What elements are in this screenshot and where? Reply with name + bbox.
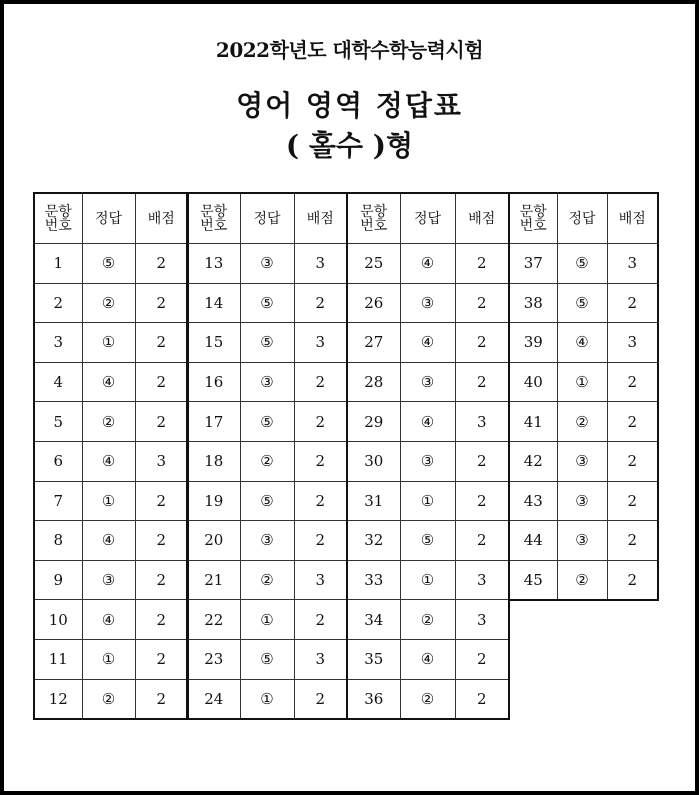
table-row bbox=[187, 362, 347, 402]
score: 3 bbox=[135, 441, 188, 481]
table-row bbox=[187, 560, 347, 600]
score: 2 bbox=[455, 244, 509, 284]
table-row bbox=[187, 441, 347, 481]
question-number: 36 bbox=[347, 679, 400, 719]
table-row bbox=[347, 481, 509, 521]
table-row bbox=[509, 521, 658, 561]
score: 2 bbox=[455, 362, 509, 402]
question-number: 9 bbox=[34, 560, 82, 600]
table-row bbox=[34, 244, 188, 284]
correct-answer: ⑤ bbox=[240, 402, 294, 442]
question-number: 16 bbox=[187, 362, 240, 402]
question-number: 20 bbox=[187, 521, 240, 561]
answer-group-2 bbox=[186, 192, 348, 720]
correct-answer: ② bbox=[557, 560, 607, 600]
correct-answer: ⑤ bbox=[557, 244, 607, 284]
table-row bbox=[347, 283, 509, 323]
correct-answer: ③ bbox=[557, 481, 607, 521]
table-row bbox=[347, 323, 509, 363]
question-number: 3 bbox=[34, 323, 82, 363]
correct-answer: ③ bbox=[240, 244, 294, 284]
question-number: 32 bbox=[347, 521, 400, 561]
score: 2 bbox=[455, 639, 509, 679]
correct-answer: ① bbox=[557, 362, 607, 402]
correct-answer: ④ bbox=[400, 244, 455, 284]
correct-answer: ② bbox=[240, 560, 294, 600]
question-number: 42 bbox=[509, 441, 557, 481]
question-number: 11 bbox=[34, 639, 82, 679]
correct-answer: ② bbox=[240, 441, 294, 481]
score: 3 bbox=[455, 402, 509, 442]
table-row bbox=[509, 362, 658, 402]
answer-group-1 bbox=[33, 192, 189, 720]
table-row bbox=[34, 639, 188, 679]
table-row bbox=[347, 679, 509, 719]
score: 2 bbox=[135, 521, 188, 561]
correct-answer: ③ bbox=[400, 283, 455, 323]
correct-answer: ② bbox=[82, 283, 135, 323]
correct-answer: ④ bbox=[82, 441, 135, 481]
score: 2 bbox=[455, 521, 509, 561]
question-number: 37 bbox=[509, 244, 557, 284]
score: 2 bbox=[135, 402, 188, 442]
correct-answer: ⑤ bbox=[240, 639, 294, 679]
score: 2 bbox=[135, 639, 188, 679]
question-number: 39 bbox=[509, 323, 557, 363]
correct-answer: ① bbox=[240, 679, 294, 719]
table-row bbox=[187, 244, 347, 284]
table-row bbox=[509, 402, 658, 442]
score: 2 bbox=[294, 362, 347, 402]
score: 3 bbox=[294, 560, 347, 600]
table-row bbox=[187, 323, 347, 363]
table-row bbox=[34, 441, 188, 481]
score: 2 bbox=[294, 441, 347, 481]
score: 2 bbox=[607, 481, 658, 521]
question-number: 21 bbox=[187, 560, 240, 600]
table-row bbox=[187, 679, 347, 719]
score: 2 bbox=[294, 402, 347, 442]
correct-answer: ③ bbox=[240, 362, 294, 402]
score: 2 bbox=[135, 362, 188, 402]
question-number: 18 bbox=[187, 441, 240, 481]
correct-answer: ② bbox=[557, 402, 607, 442]
correct-answer: ④ bbox=[400, 402, 455, 442]
correct-answer: ③ bbox=[240, 521, 294, 561]
correct-answer: ③ bbox=[400, 441, 455, 481]
correct-answer: ① bbox=[82, 323, 135, 363]
column-header-number: 문항 번호 bbox=[187, 193, 240, 244]
table-row bbox=[347, 639, 509, 679]
column-header-number: 문항 번호 bbox=[347, 193, 400, 244]
test-type: ( 홀수 )형 bbox=[285, 129, 414, 162]
table-row bbox=[347, 244, 509, 284]
table-row bbox=[509, 560, 658, 600]
question-number: 13 bbox=[187, 244, 240, 284]
correct-answer: ⑤ bbox=[240, 323, 294, 363]
question-number: 34 bbox=[347, 600, 400, 640]
correct-answer: ② bbox=[82, 402, 135, 442]
score: 2 bbox=[294, 521, 347, 561]
question-number: 33 bbox=[347, 560, 400, 600]
table-row bbox=[34, 521, 188, 561]
score: 3 bbox=[294, 244, 347, 284]
question-number: 27 bbox=[347, 323, 400, 363]
column-header-score: 배점 bbox=[294, 193, 347, 244]
score: 2 bbox=[607, 283, 658, 323]
question-number: 24 bbox=[187, 679, 240, 719]
correct-answer: ④ bbox=[557, 323, 607, 363]
correct-answer: ② bbox=[400, 679, 455, 719]
table-row bbox=[34, 323, 188, 363]
correct-answer: ⑤ bbox=[400, 521, 455, 561]
score: 2 bbox=[607, 560, 658, 600]
correct-answer: ① bbox=[240, 600, 294, 640]
correct-answer: ① bbox=[400, 481, 455, 521]
column-header-answer: 정답 bbox=[82, 193, 135, 244]
correct-answer: ⑤ bbox=[557, 283, 607, 323]
table-row bbox=[509, 441, 658, 481]
table-row bbox=[509, 323, 658, 363]
score: 2 bbox=[135, 600, 188, 640]
table-row bbox=[347, 560, 509, 600]
score: 3 bbox=[455, 560, 509, 600]
correct-answer: ③ bbox=[400, 362, 455, 402]
score: 3 bbox=[294, 323, 347, 363]
table-row bbox=[34, 600, 188, 640]
score: 2 bbox=[455, 481, 509, 521]
correct-answer: ① bbox=[82, 639, 135, 679]
table-row bbox=[347, 521, 509, 561]
table-row bbox=[347, 362, 509, 402]
table-row bbox=[34, 679, 188, 719]
question-number: 5 bbox=[34, 402, 82, 442]
score: 2 bbox=[607, 402, 658, 442]
score: 2 bbox=[135, 323, 188, 363]
question-number: 44 bbox=[509, 521, 557, 561]
question-number: 1 bbox=[34, 244, 82, 284]
correct-answer: ③ bbox=[557, 521, 607, 561]
question-number: 29 bbox=[347, 402, 400, 442]
correct-answer: ① bbox=[82, 481, 135, 521]
correct-answer: ② bbox=[400, 600, 455, 640]
column-header-score: 배점 bbox=[607, 193, 658, 244]
question-number: 28 bbox=[347, 362, 400, 402]
correct-answer: ③ bbox=[82, 560, 135, 600]
question-number: 19 bbox=[187, 481, 240, 521]
question-number: 30 bbox=[347, 441, 400, 481]
score: 2 bbox=[455, 441, 509, 481]
answer-group-3 bbox=[346, 192, 510, 720]
correct-answer: ② bbox=[82, 679, 135, 719]
question-number: 26 bbox=[347, 283, 400, 323]
column-header-score: 배점 bbox=[455, 193, 509, 244]
score: 3 bbox=[607, 323, 658, 363]
correct-answer: ④ bbox=[400, 323, 455, 363]
question-number: 38 bbox=[509, 283, 557, 323]
table-row bbox=[187, 481, 347, 521]
question-number: 25 bbox=[347, 244, 400, 284]
question-number: 10 bbox=[34, 600, 82, 640]
question-number: 45 bbox=[509, 560, 557, 600]
correct-answer: ④ bbox=[400, 639, 455, 679]
score: 2 bbox=[607, 362, 658, 402]
column-header-score: 배점 bbox=[135, 193, 188, 244]
score: 2 bbox=[135, 679, 188, 719]
question-number: 2 bbox=[34, 283, 82, 323]
question-number: 41 bbox=[509, 402, 557, 442]
table-row bbox=[347, 600, 509, 640]
correct-answer: ④ bbox=[82, 521, 135, 561]
score: 2 bbox=[294, 481, 347, 521]
table-row bbox=[34, 402, 188, 442]
table-row bbox=[34, 560, 188, 600]
question-number: 7 bbox=[34, 481, 82, 521]
question-number: 6 bbox=[34, 441, 82, 481]
column-header-answer: 정답 bbox=[240, 193, 294, 244]
column-header-number: 문항 번호 bbox=[509, 193, 557, 244]
score: 2 bbox=[455, 283, 509, 323]
table-row bbox=[187, 521, 347, 561]
score: 2 bbox=[294, 600, 347, 640]
table-row bbox=[187, 283, 347, 323]
score: 2 bbox=[135, 481, 188, 521]
score: 2 bbox=[294, 679, 347, 719]
score: 2 bbox=[135, 283, 188, 323]
page-title: 영어 영역 정답표 bbox=[236, 89, 463, 122]
answer-group-4 bbox=[508, 192, 659, 601]
question-number: 22 bbox=[187, 600, 240, 640]
column-header-number: 문항 번호 bbox=[34, 193, 82, 244]
question-number: 23 bbox=[187, 639, 240, 679]
score: 2 bbox=[455, 679, 509, 719]
correct-answer: ⑤ bbox=[82, 244, 135, 284]
question-number: 35 bbox=[347, 639, 400, 679]
table-row bbox=[347, 402, 509, 442]
table-row bbox=[187, 639, 347, 679]
table-row bbox=[34, 362, 188, 402]
question-number: 15 bbox=[187, 323, 240, 363]
table-row bbox=[509, 481, 658, 521]
question-number: 40 bbox=[509, 362, 557, 402]
table-row bbox=[34, 283, 188, 323]
question-number: 12 bbox=[34, 679, 82, 719]
score: 3 bbox=[455, 600, 509, 640]
score: 3 bbox=[294, 639, 347, 679]
score: 3 bbox=[607, 244, 658, 284]
column-header-answer: 정답 bbox=[557, 193, 607, 244]
correct-answer: ④ bbox=[82, 600, 135, 640]
correct-answer: ③ bbox=[557, 441, 607, 481]
correct-answer: ④ bbox=[82, 362, 135, 402]
question-number: 17 bbox=[187, 402, 240, 442]
table-row bbox=[187, 600, 347, 640]
question-number: 43 bbox=[509, 481, 557, 521]
correct-answer: ① bbox=[400, 560, 455, 600]
table-row bbox=[509, 283, 658, 323]
column-header-answer: 정답 bbox=[400, 193, 455, 244]
correct-answer: ⑤ bbox=[240, 481, 294, 521]
question-number: 14 bbox=[187, 283, 240, 323]
score: 2 bbox=[135, 244, 188, 284]
table-row bbox=[347, 441, 509, 481]
table-row bbox=[509, 244, 658, 284]
exam-title: 2022학년도 대학수학능력시험 bbox=[215, 38, 484, 62]
question-number: 31 bbox=[347, 481, 400, 521]
question-number: 8 bbox=[34, 521, 82, 561]
score: 2 bbox=[607, 521, 658, 561]
correct-answer: ⑤ bbox=[240, 283, 294, 323]
table-row bbox=[187, 402, 347, 442]
score: 2 bbox=[607, 441, 658, 481]
table-row bbox=[34, 481, 188, 521]
score: 2 bbox=[294, 283, 347, 323]
score: 2 bbox=[455, 323, 509, 363]
score: 2 bbox=[135, 560, 188, 600]
question-number: 4 bbox=[34, 362, 82, 402]
